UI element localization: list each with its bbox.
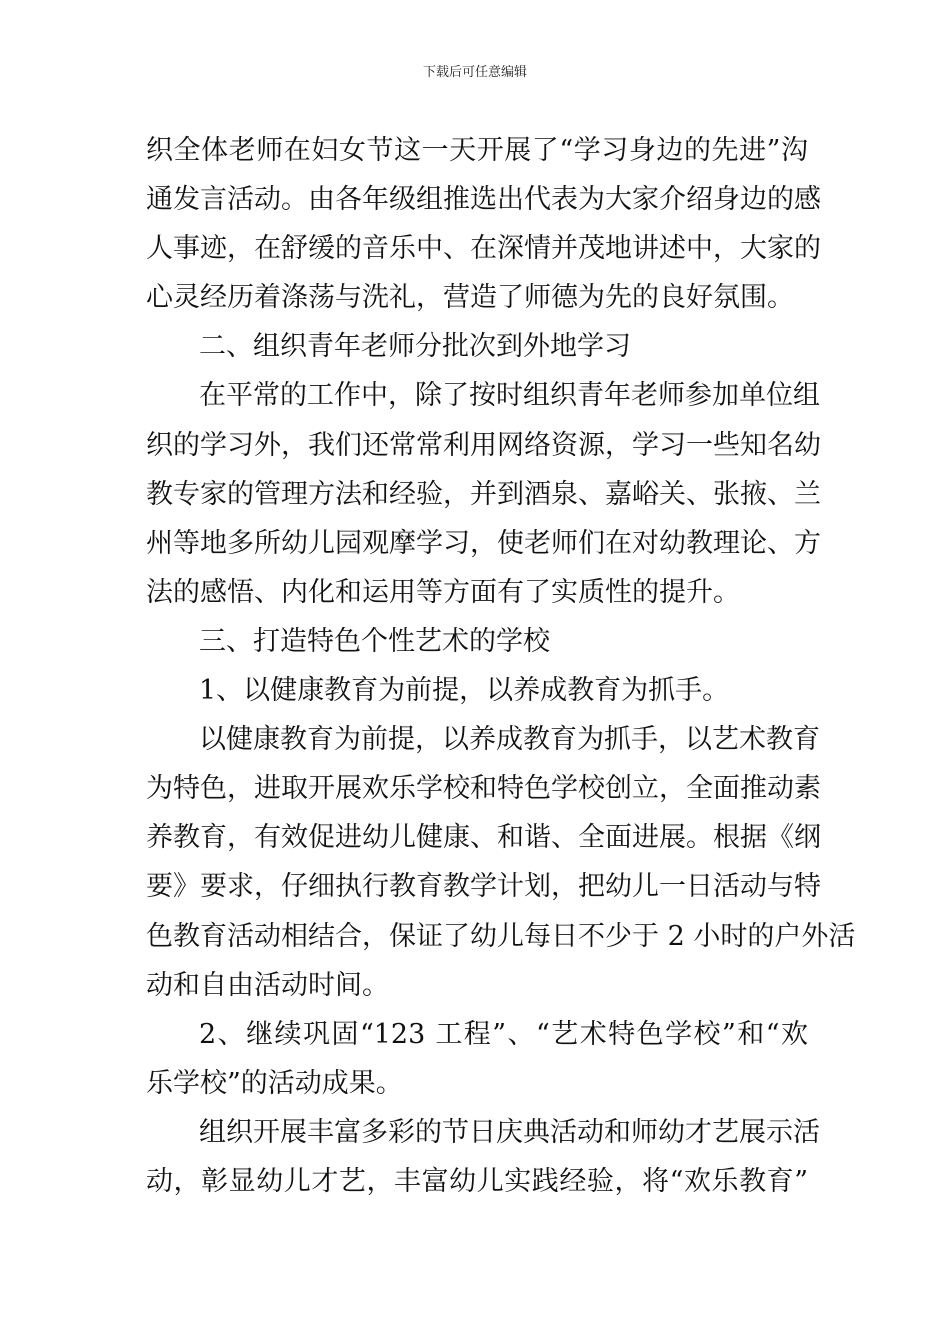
text-line: 州等地多所幼儿园观摩学习，使老师们在对幼教理论、方	[146, 527, 821, 559]
document-body	[146, 126, 856, 1206]
text-line: 织的学习外，我们还常常利用网络资源，学习一些知名幼	[146, 429, 821, 461]
text-line: 组织开展丰富多彩的节日庆典活动和师幼才艺展示活	[199, 1116, 820, 1148]
section-heading: 三、打造特色个性艺术的学校	[199, 625, 550, 657]
text-line: 在平常的工作中，除了按时组织青年老师参加单位组	[199, 380, 820, 412]
section-heading: 二、组织青年老师分批次到外地学习	[199, 331, 631, 363]
subsection-heading: 2、继续巩固“123 工程”、“艺术特色学校”和“欢	[199, 1018, 808, 1050]
text-line: 养教育，有效促进幼儿健康、和谐、全面进展。根据《纲	[146, 822, 821, 854]
text-line: 人事迹，在舒缓的音乐中、在深情并茂地讲述中，大家的	[146, 233, 821, 265]
text-line: 教专家的管理方法和经验，并到酒泉、嘉峪关、张掖、兰	[146, 478, 821, 510]
text-line: 动和自由活动时间。	[146, 969, 389, 1001]
text-line: 要》要求，仔细执行教育教学计划，把幼儿一日活动与特	[146, 871, 821, 903]
text-line: 以健康教育为前提，以养成教育为抓手，以艺术教育	[199, 724, 820, 756]
text-line: 为特色，进取开展欢乐学校和特色学校创立，全面推动素	[146, 773, 821, 805]
text-line: 织全体老师在妇女节这一天开展了“学习身边的先进”沟	[146, 135, 808, 166]
text-line: 法的感悟、内化和运用等方面有了实质性的提升。	[146, 576, 740, 608]
text-line: 乐学校”的活动成果。	[146, 1067, 403, 1099]
text-line: 动，彰显幼儿才艺，丰富幼儿实践经验，将“欢乐教育”	[146, 1165, 808, 1197]
page-header: 下载后可任意编辑	[422, 65, 527, 80]
text-line: 心灵经历着涤荡与洗礼，营造了师德为先的良好氛围。	[146, 282, 794, 314]
subsection-heading: 1、以健康教育为前提，以养成教育为抓手。	[199, 675, 730, 707]
text-line: 色教育活动相结合，保证了幼儿每日不少于 2 小时的户外活	[146, 920, 856, 952]
text-line: 通发言活动。由各年级组推选出代表为大家介绍身边的感	[146, 184, 821, 216]
